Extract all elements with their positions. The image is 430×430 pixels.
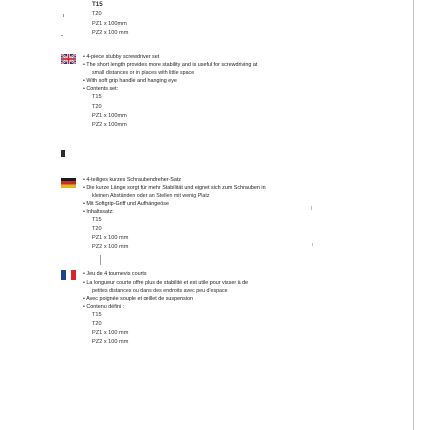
flag-uk-icon	[61, 54, 76, 64]
flag-france-icon	[61, 270, 76, 280]
fr-line2: • Avec poignée souple et œillet de suspension	[83, 296, 193, 302]
de-title: • 4-teiliges kurzes Schraubendreher-Satz	[83, 177, 182, 183]
top-size-t20: T20	[92, 11, 102, 17]
top-size-pz2: PZ2 x 100 mm	[92, 30, 129, 36]
tick-mark	[63, 14, 64, 17]
en-line1: • The short length provides more stability and is useful for screwdriving at	[83, 62, 258, 68]
de-contents-label: • Inhaltssatz:	[83, 209, 114, 215]
en-size-pz2: PZ2 x 100mm	[92, 122, 127, 128]
tick-mark	[100, 255, 101, 265]
tick-mark	[311, 206, 312, 210]
en-size-t15: T15	[92, 94, 102, 100]
de-size-pz1: PZ1 x 100 mm	[92, 235, 129, 241]
fr-size-t15: T15	[92, 312, 102, 318]
en-title: • 4-piece stubby screwdriver set	[83, 54, 160, 60]
fr-size-pz2: PZ2 x 100 mm	[92, 339, 129, 345]
fr-title: • Jeu de 4 tournevis courts	[83, 271, 147, 277]
en-line1b: small distances or in places with little space	[92, 70, 195, 76]
fr-line1b: petites distances ou dans des endroits avec peu d'espace	[92, 288, 228, 294]
de-size-t15: T15	[92, 217, 102, 223]
fr-line1: • La longueur courte offre plus de stabilité et est utile pour visser à de	[83, 280, 249, 286]
de-line2: • Mit Softgrip-Griff und Aufhängeöse	[83, 201, 169, 207]
en-size-t20: T20	[92, 104, 102, 110]
de-line1b: kleinen Abständen oder an Stellen mit wenig Platz	[92, 193, 210, 199]
en-line2: • With soft grip handle and hanging eye	[83, 78, 177, 84]
top-size-pz1: PZ1 x 100mm	[92, 21, 127, 27]
tick-mark	[61, 150, 65, 157]
de-line1: • Die kurze Länge sorgt für mehr Stabilität und eignet sich zum Schrauben in	[83, 185, 266, 191]
de-size-pz2: PZ2 x 100 mm	[92, 244, 129, 250]
flag-germany-icon	[61, 178, 76, 188]
page-edge-divider	[413, 0, 414, 430]
fr-size-t20: T20	[92, 321, 102, 327]
fr-contents-label: • Contenu défini :	[83, 304, 125, 310]
en-size-pz1: PZ1 x 100mm	[92, 113, 127, 119]
en-contents-label: • Contents set:	[83, 86, 119, 92]
tick-mark	[312, 243, 313, 246]
de-size-t20: T20	[92, 226, 102, 232]
fr-size-pz1: PZ1 x 100 mm	[92, 330, 129, 336]
tick-mark	[61, 35, 63, 36]
top-size-t15: T15	[92, 1, 103, 8]
